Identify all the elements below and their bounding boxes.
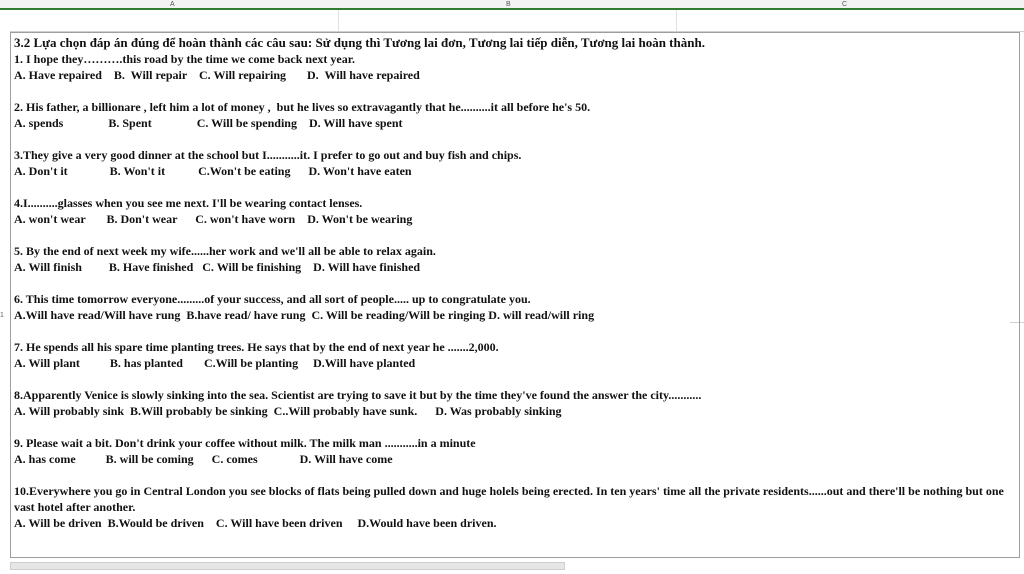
question-2: 2. His father, a billionare , left him a lot of money , but he lives so extravagantly that he..........it all before he's 50.: [14, 100, 591, 114]
answer-options-2: A. spends B. Spent C. Will be spending D. Will have spent: [14, 116, 403, 130]
answer-options-3: A. Don't it B. Won't it C.Won't be eating D. Won't have eaten: [14, 164, 412, 178]
column-header-b[interactable]: B: [506, 1, 511, 8]
answer-options-8: A. Will probably sink B.Will probably be sinking C..Will probably have sunk. D. Was probably sinking: [14, 404, 562, 418]
exercise-title: 3.2 Lựa chọn đáp án đúng để hoàn thành các câu sau: Sử dụng thì Tương lai đơn, Tương lai tiếp diễn, Tương lai hoàn thành.: [14, 35, 705, 50]
question-6: 6. This time tomorrow everyone.........of your success, and all sort of people..... up to congratulate you.: [14, 292, 531, 306]
horizontal-scrollbar[interactable]: [10, 562, 565, 570]
row-header-1[interactable]: 1: [0, 312, 4, 319]
question-9: 9. Please wait a bit. Don't drink your coffee without milk. The milk man ...........in a minute: [14, 436, 476, 450]
answer-options-9: A. has come B. will be coming C. comes D. Will have come: [14, 452, 393, 466]
question-1: 1. I hope they……….this road by the time we come back next year.: [14, 52, 355, 66]
question-8: 8.Apparently Venice is slowly sinking into the sea. Scientist are trying to save it but by the time they've found the answer the city...........: [14, 388, 702, 402]
column-header-a[interactable]: A: [170, 1, 175, 8]
column-header-c[interactable]: C: [842, 1, 848, 8]
row-gutter: [0, 10, 10, 574]
column-header-bar: [0, 0, 1024, 10]
answer-options-6: A.Will have read/Will have rung B.have read/ have rung C. Will be reading/Will be ringing D. will read/will ring: [14, 308, 595, 322]
answer-options-4: A. won't wear B. Don't wear C. won't have worn D. Won't be wearing: [14, 212, 413, 226]
question-4: 4.I..........glasses when you see me next. I'll be wearing contact lenses.: [14, 196, 363, 210]
column-divider: [338, 10, 339, 31]
exercise-content: [14, 33, 1014, 531]
column-divider: [676, 10, 677, 31]
question-7: 7. He spends all his spare time planting trees. He says that by the end of next year he .......2,000.: [14, 340, 499, 354]
answer-options-5: A. Will finish B. Have finished C. Will be finishing D. Will have finished: [14, 260, 421, 274]
worksheet-cell[interactable]: [10, 32, 1020, 558]
question-5: 5. By the end of next week my wife......her work and we'll all be able to relax again.: [14, 244, 436, 258]
answer-options-1: A. Have repaired B. Will repair C. Will repairing D. Will have repaired: [14, 68, 420, 82]
answer-options-10: A. Will be driven B.Would be driven C. Will have been driven D.Would have been driven.: [14, 516, 497, 530]
answer-options-7: A. Will plant B. has planted C.Will be planting D.Will have planted: [14, 356, 416, 370]
question-10: 10.Everywhere you go in Central London you see blocks of flats being pulled down and huge holels being erected. In ten years' time all the private residents......out and there'll be nothing but one vast hotel after another.: [14, 484, 1004, 514]
question-3: 3.They give a very good dinner at the school but I...........it. I prefer to go out and buy fish and chips.: [14, 148, 522, 162]
